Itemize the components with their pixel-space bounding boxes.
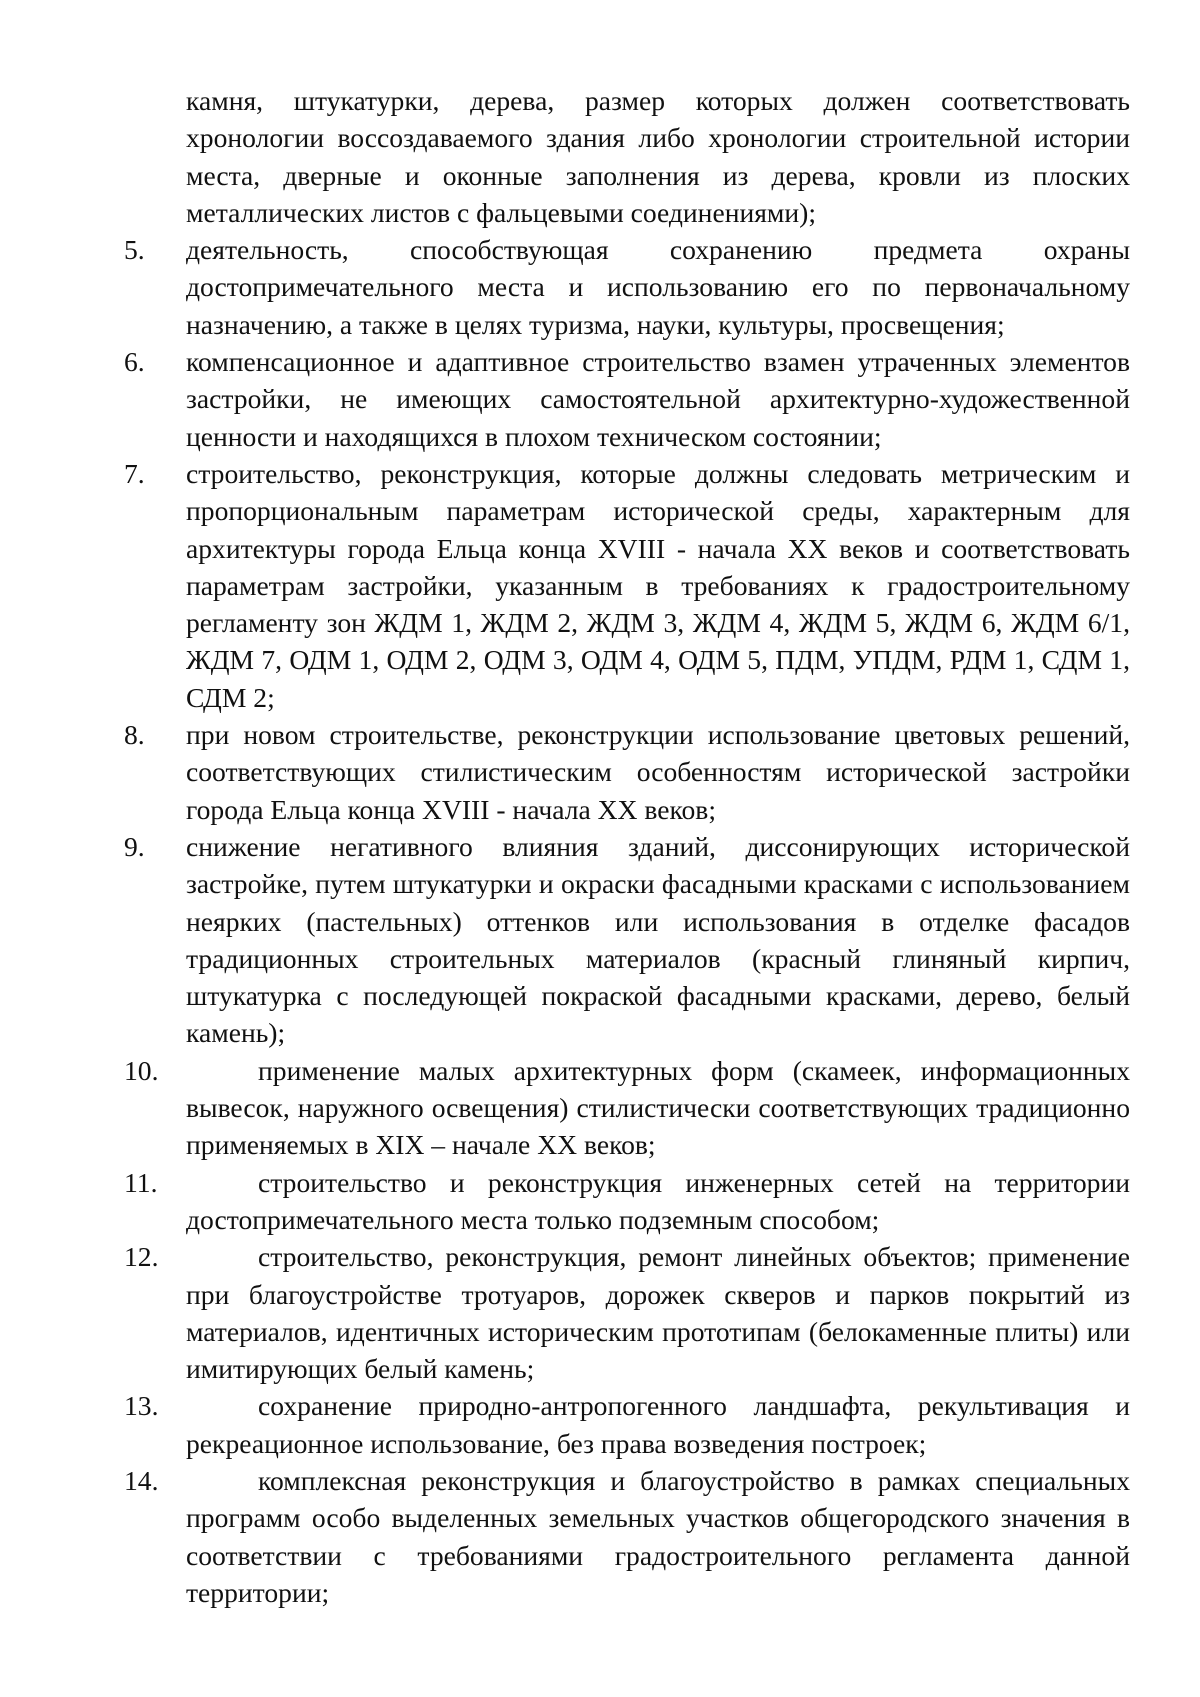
list-item-number: 6. (124, 346, 145, 378)
list-item-number: 5. (124, 234, 145, 266)
list-item (124, 1387, 1130, 1462)
list-item-number: 12. (124, 1241, 159, 1273)
list-item-text: строительство, реконструкция, которые должны следовать метрическим и пропорциональным параметрам исторической среды, характерным для архитектуры города Ельца конца XVIII - начала XX веков и соответствовать параметрам застройки, указанным в требованиях к градостроительному регламенту зон ЖДМ 1, ЖДМ 2, ЖДМ 3, ЖДМ 4, ЖДМ 5, ЖДМ 6, ЖДМ 6/1, ЖДМ 7, ОДМ 1, ОДМ 2, ОДМ 3, ОДМ 4, ОДМ 5, ПДМ, УПДМ, РДМ 1, СДМ 1, СДМ 2; (186, 457, 1130, 713)
list-item-text: строительство, реконструкция, ремонт линейных объектов; применение при благоустройстве тротуаров, дорожек скверов и парков покрытий из материалов, идентичных историческим прототипам (белокаменные плиты) или имитирующих белый камень; (186, 1241, 1130, 1385)
list-item-text: строительство и реконструкция инженерных сетей на территории достопримечательного места только подземным способом; (186, 1166, 1130, 1235)
list-item (124, 455, 1130, 716)
list-item-number: 14. (124, 1464, 159, 1496)
list-item (124, 828, 1130, 1052)
list-item-text: компенсационное и адаптивное строительство взамен утраченных элементов застройки, не имеющих самостоятельной архитектурно-художественной ценности и находящихся в плохом техническом состоянии; (186, 346, 1130, 452)
list-item-number: 11. (124, 1166, 158, 1198)
list-item (124, 1462, 1130, 1611)
list-item-text: деятельность, способствующая сохранению предмета охраны достопримечательного места и использованию его по первоначальному назначению, а также в целях туризма, науки, культуры, просвещения; (186, 234, 1130, 340)
list-item (124, 1164, 1130, 1239)
list-item-number: 9. (124, 830, 145, 862)
list-item-number: 10. (124, 1054, 159, 1086)
list-item-number: 8. (124, 719, 145, 751)
list-item-text: сохранение природно-антропогенного ландшафта, рекультивация и рекреационное использование, без права возведения построек; (186, 1390, 1130, 1459)
continuation-paragraph: камня, штукатурки, дерева, размер которых должен соответствовать хронологии воссоздаваемого здания либо хронологии строительной истории места, дверные и оконные заполнения из дерева, кровли из плоских металлических листов с фальцевыми соединениями); (186, 85, 1130, 228)
list-item (124, 1052, 1130, 1164)
list-item-number: 7. (124, 457, 145, 489)
list-item-text: применение малых архитектурных форм (скамеек, информационных вывесок, наружного освещения) стилистически соответствующих традиционно применяемых в XIX – начале XX веков; (186, 1054, 1130, 1161)
list-item (124, 231, 1130, 343)
list-item-text: комплексная реконструкция и благоустройство в рамках специальных программ особо выделенных земельных участков общегородского значения в соответствии с требованиями градостроительного регламента данной территории; (186, 1464, 1130, 1608)
list-item-text: при новом строительстве, реконструкции использование цветовых решений, соответствующих стилистическим особенностям исторической застройки города Ельца конца XVIII - начала XX веков; (186, 719, 1130, 825)
list-item-text: снижение негативного влияния зданий, диссонирующих исторической застройке, путем штукатурки и окраски фасадными красками с использованием неярких (пастельных) оттенков или использования в отделке фасадов традиционных строительных материалов (красный глиняный кирпич, штукатурка с последующей покраской фасадными красками, дерево, белый камень); (186, 830, 1130, 1049)
list-item (124, 343, 1130, 455)
list-item (124, 716, 1130, 828)
list-item-number: 13. (124, 1390, 159, 1422)
list-item (124, 1238, 1130, 1387)
requirements-list (124, 231, 1130, 1611)
